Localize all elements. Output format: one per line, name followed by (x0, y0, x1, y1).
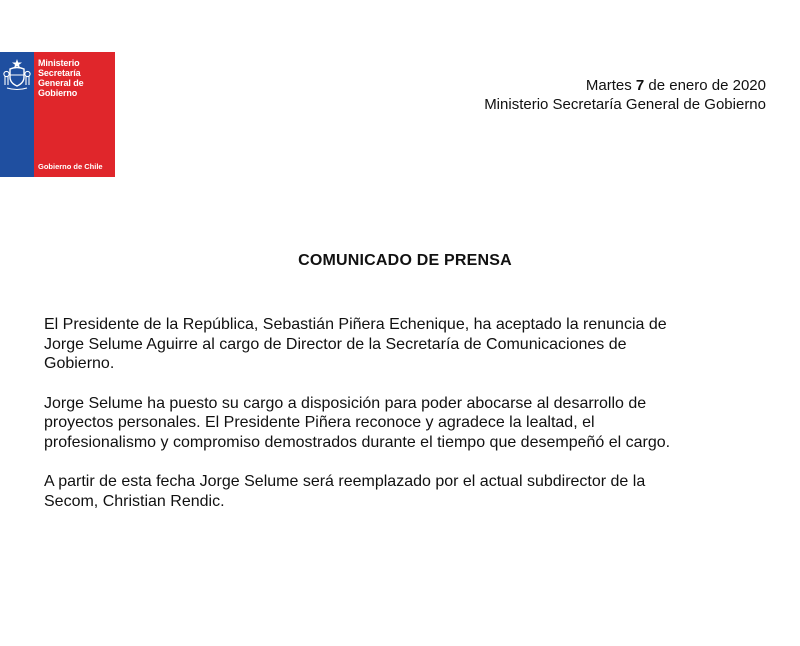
paragraph: El Presidente de la República, Sebastián Piñera Echenique, ha aceptado la renuncia de Jorge Selume Aguirre al cargo de Director de la Secretaría de Comunicaciones de Gobierno. (44, 316, 667, 372)
logo-footer-text: Gobierno de Chile (38, 162, 103, 171)
date-day: Martes (585, 77, 636, 94)
logo-red-band (34, 52, 115, 177)
logo-blue-band (0, 52, 34, 177)
document-date (484, 76, 766, 95)
paragraph: A partir de esta fecha Jorge Selume será reemplazado por el actual subdirector de la Secom, Christian Rendic. (44, 473, 646, 510)
coat-of-arms-icon (2, 55, 32, 91)
paragraph: Jorge Selume ha puesto su cargo a disposición para poder abocarse al desarrollo de proyectos personales. El Presidente Piñera reconoce y agradece la lealtad, el profesionalismo y compromiso demostrados durante el tiempo que desempeñó el cargo. (44, 394, 671, 451)
document-header (484, 76, 766, 114)
ministry-name: Ministerio Secretaría General de Gobierno (484, 96, 766, 113)
logo-ministry-name: Ministerio Secretaría General de Gobierno (38, 58, 84, 98)
date-number: 7 (635, 77, 645, 94)
document-title: COMUNICADO DE PRENSA (298, 252, 512, 269)
press-release-body (44, 315, 764, 531)
date-rest: de enero de 2020 (644, 77, 766, 94)
government-logo (0, 52, 115, 177)
